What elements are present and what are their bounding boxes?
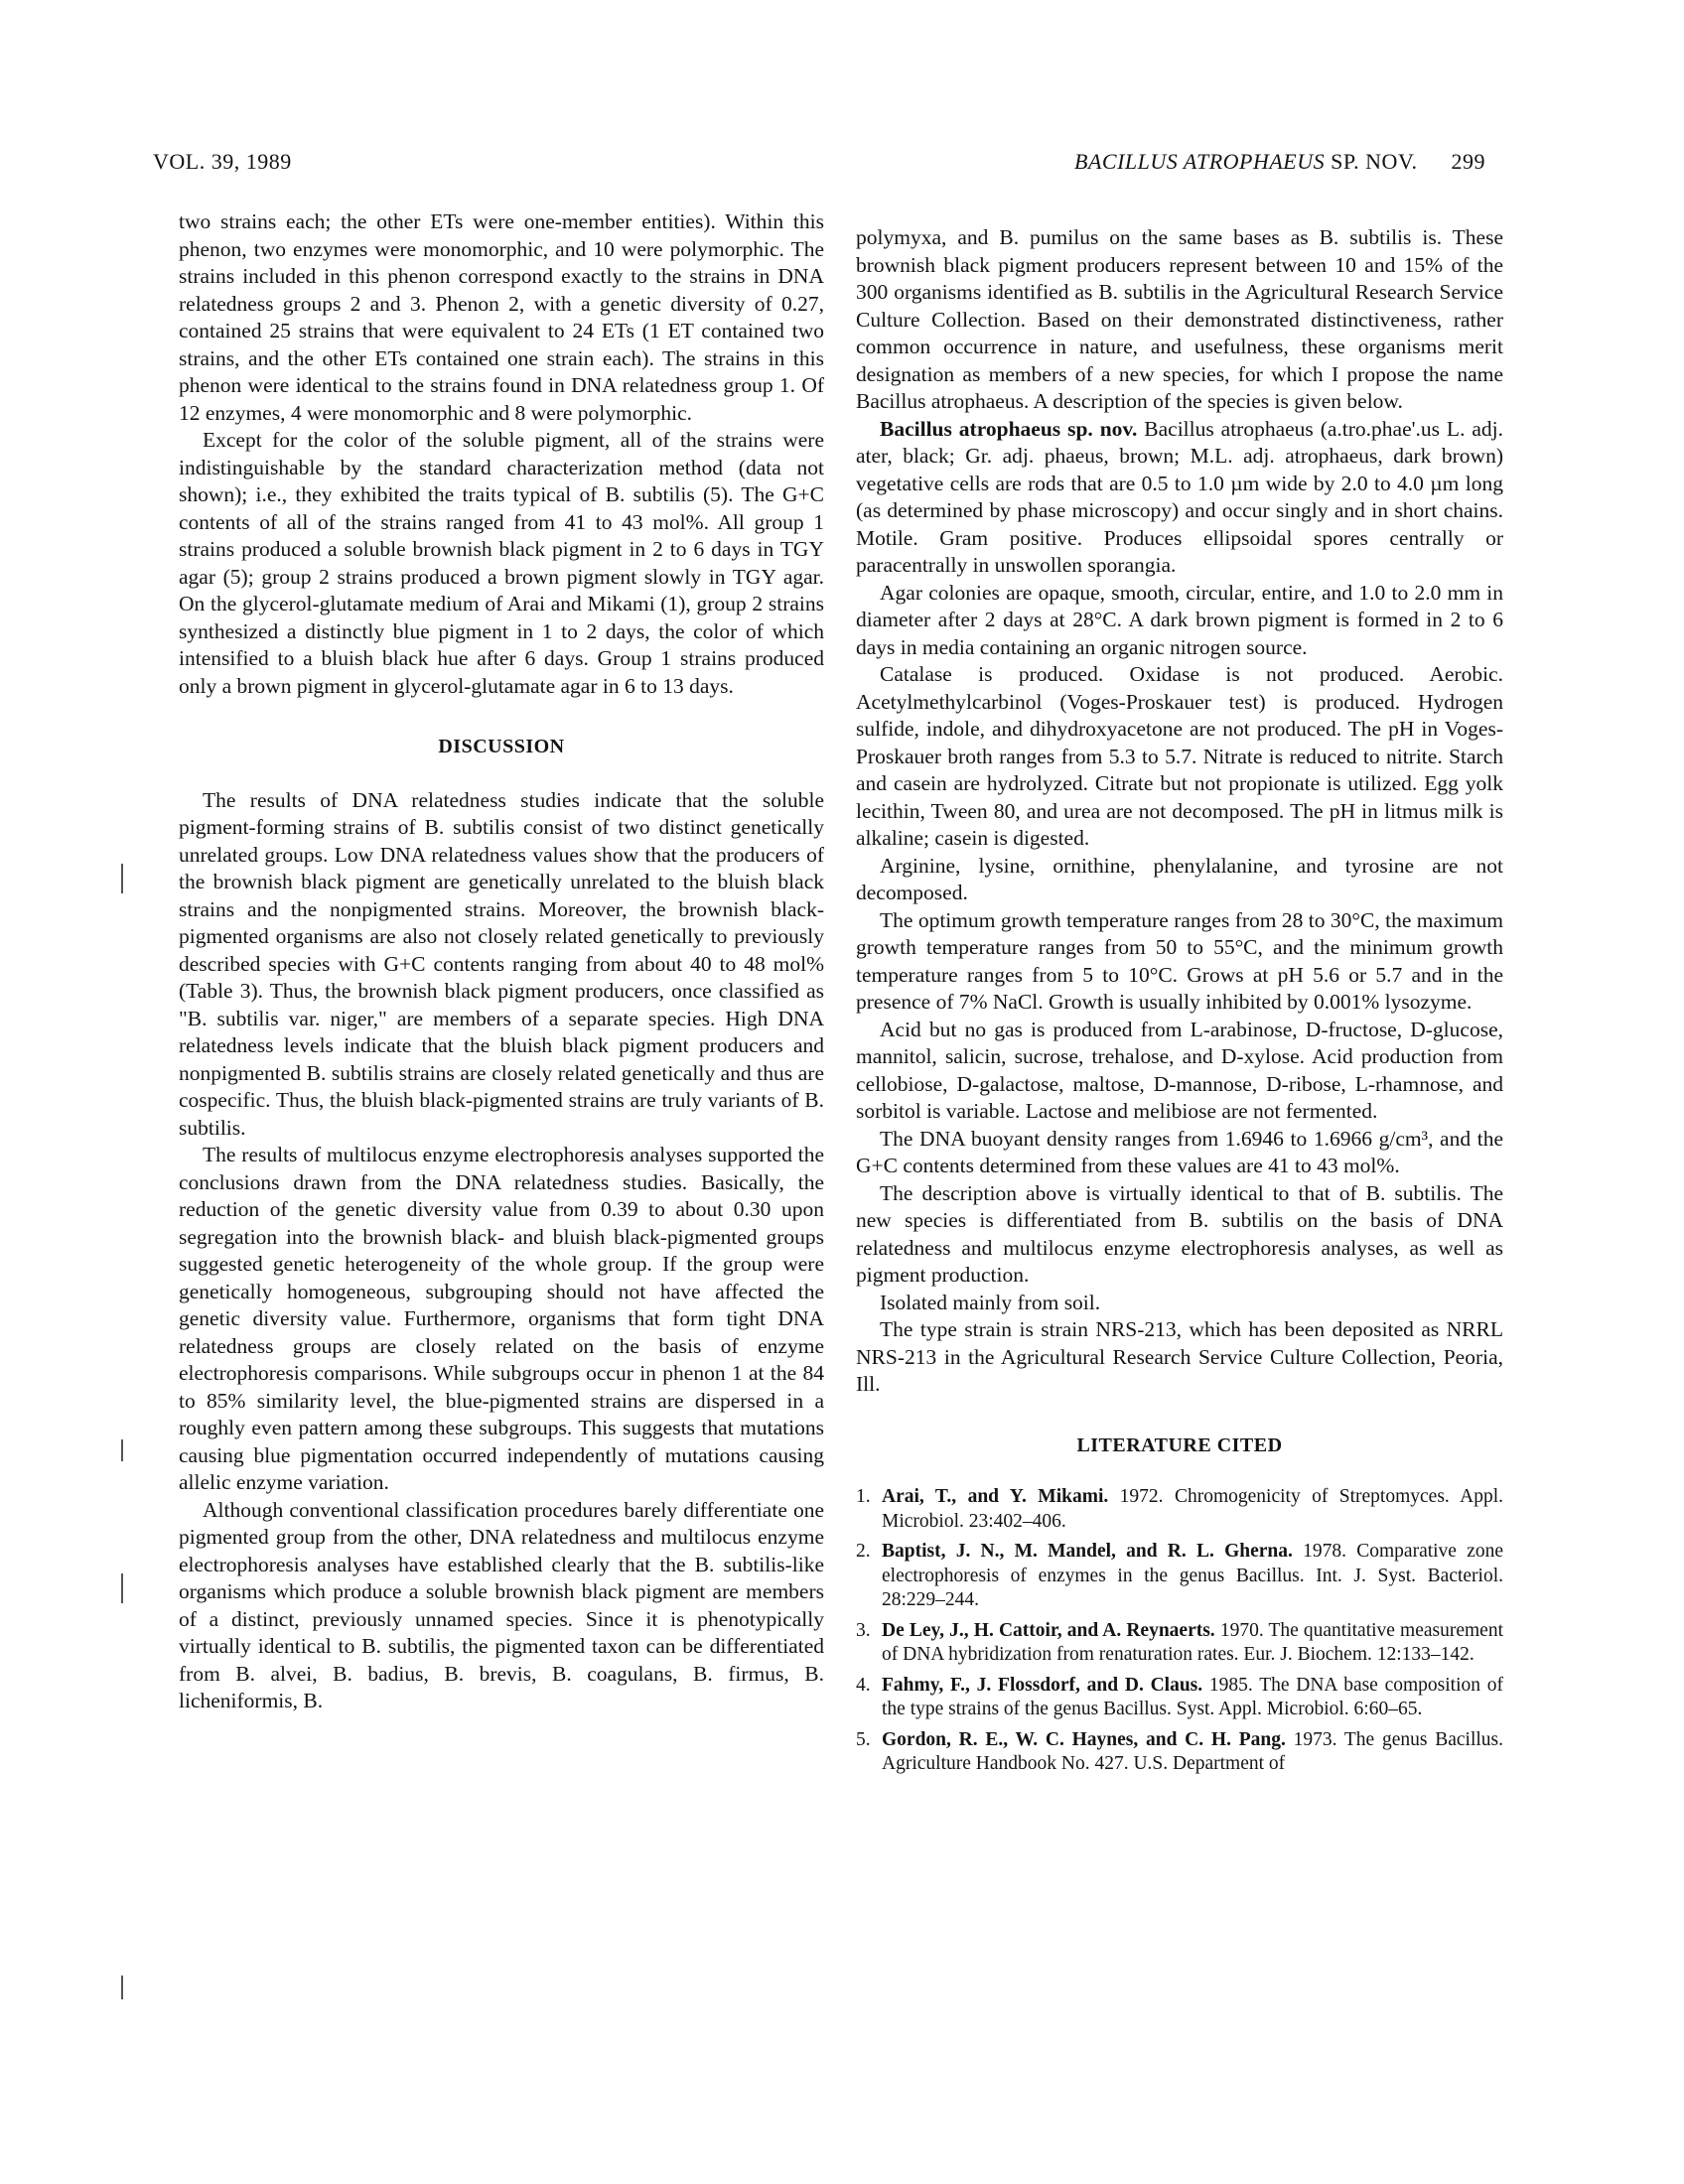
running-title: BACILLUS ATROPHAEUS [1074, 149, 1326, 174]
reference-item [856, 1674, 1503, 1722]
reference-authors: De Ley, J., H. Cattoir, and A. Reynaerts. [882, 1619, 1215, 1641]
reference-number: 2. [856, 1541, 871, 1562]
paragraph: Except for the color of the soluble pigment, all of the strains were indistinguishable by the standard characterization method (data not shown); i.e., they exhibited the traits typical of B. subtilis (5). The G+C contents of all of the strains ranged from 41 to 43 mol%. All group 1 strains produced a soluble brownish black pigment in 2 to 6 days in TGY agar (5); group 2 strains produced a brown pigment slowly in TGY agar. On the glycerol-glutamate medium of Arai and Mikami (1), group 2 strains synthesized a distinctly blue pigment in 1 to 2 days, the color of which intensified to a bluish black hue after 6 days. Group 1 strains produced only a brown pigment in glycerol-glutamate agar in 6 to 13 days. [179, 428, 824, 698]
reference-authors: Baptist, J. N., M. Mandel, and R. L. Gherna. [882, 1541, 1293, 1562]
left-column [179, 208, 824, 1715]
paragraph: two strains each; the other ETs were one-member entities). Within this phenon, two enzymes were monomorphic, and 10 were polymorphic. The strains included in this phenon correspond exactly to the strains in DNA relatedness groups 2 and 3. Phenon 2, with a genetic diversity of 0.27, contained 25 strains that were equivalent to 24 ETs (1 ET contained two strains, and the other ETs contained one strain each). The strains in this phenon were identical to the strains found in DNA relatedness group 1. Of 12 enzymes, 4 were monomorphic and 8 were polymorphic. [179, 209, 824, 425]
paragraph: Acid but no gas is produced from L-arabinose, D-fructose, D-glucose, mannitol, salicin, sucrose, trehalose, and D-xylose. Acid production from cellobiose, D-galactose, maltose, D-mannose, D-ribose, L-rhamnose, and sorbitol is variable. Lactose and melibiose are not fermented. [856, 1017, 1503, 1123]
scan-margin-mark [121, 864, 123, 893]
page-number: 299 [1451, 149, 1485, 174]
reference-item [856, 1485, 1503, 1534]
reference-item [856, 1619, 1503, 1668]
running-title-header [1074, 149, 1485, 175]
reference-number: 3. [856, 1619, 871, 1641]
reference-body [882, 1540, 1503, 1613]
reference-list [856, 1485, 1503, 1777]
paragraph: Isolated mainly from soil. [880, 1290, 1101, 1314]
paragraph: The results of DNA relatedness studies indicate that the soluble pigment-forming strains of B. subtilis consist of two distinct genetically unrelated groups. Low DNA relatedness values show that the producers of the brownish black pigment are genetically unrelated to the bluish black strains and the nonpigmented strains. Moreover, the brownish black-pigmented organisms are also not closely related genetically to previously described species with G+C contents ranging from about 40 to 48 mol% (Table 3). Thus, the brownish black pigment producers, once classified as "B. subtilis var. niger," are members of a separate species. High DNA relatedness levels indicate that the bluish black pigment producers and nonpigmented B. subtilis strains are closely related genetically and thus are cospecific. Thus, the bluish black-pigmented strains are truly variants of B. subtilis. [179, 787, 824, 1140]
volume-header: VOL. 39, 1989 [153, 149, 292, 174]
literature-cited-heading: LITERATURE CITED [1076, 1433, 1283, 1456]
species-description-paragraph [856, 416, 1503, 580]
reference-item [856, 1540, 1503, 1613]
paragraph: polymyxa, and B. pumilus on the same bases as B. subtilis is. These brownish black pigment producers represent between 10 and 15% of the 300 organisms identified as B. subtilis in the Agricultural Research Service Culture Collection. Based on their demonstrated distinctiveness, rather common occurrence in nature, and usefulness, these organisms merit designation as members of a new species, for which I propose the name Bacillus atrophaeus. A description of the species is given below. [856, 225, 1503, 413]
reference-text: 1973. The genus Bacillus. Agriculture Handbook No. 427. U.S. Department of [882, 1728, 1504, 1774]
paragraph: Catalase is produced. Oxidase is not produced. Aerobic. Acetylmethylcarbinol (Voges-Proskauer test) is produced. Hydrogen sulfide, indole, and dihydroxyacetone are not produced. The pH in Voges-Proskauer broth ranges from 5.3 to 5.7. Nitrate is reduced to nitrite. Starch and casein are hydrolyzed. Citrate but not propionate is utilized. Egg yolk lecithin, Tween 80, and urea are not decomposed. The pH in litmus milk is alkaline; casein is digested. [856, 662, 1503, 850]
reference-text: 1985. The DNA base composition of the type strains of the genus Bacillus. Syst. Appl. Microbiol. 6:60–65. [882, 1674, 1504, 1719]
scan-margin-mark [121, 1573, 123, 1603]
paragraph: Agar colonies are opaque, smooth, circular, entire, and 1.0 to 2.0 mm in diameter after 2 days at 28°C. A dark brown pigment is formed in 2 to 6 days in media containing an organic nitrogen source. [856, 580, 1503, 659]
paragraph: The type strain is strain NRS-213, which has been deposited as NRRL NRS-213 in the Agricultural Research Service Culture Collection, Peoria, Ill. [856, 1317, 1503, 1396]
right-column [856, 224, 1503, 1783]
paragraph: The DNA buoyant density ranges from 1.6946 to 1.6966 g/cm³, and the G+C contents determined from these values are 41 to 43 mol%. [856, 1126, 1503, 1177]
paragraph: The description above is virtually identical to that of B. subtilis. The new species is differentiated from B. subtilis on the basis of DNA relatedness and multilocus enzyme electrophoresis analyses, as well as pigment production. [856, 1180, 1503, 1287]
reference-authors: Gordon, R. E., W. C. Haynes, and C. H. Pang. [882, 1728, 1286, 1750]
reference-body [882, 1485, 1503, 1534]
reference-text: 1970. The quantitative measurement of DNA hybridization from renaturation rates. Eur. J. Biochem. 12:133–142. [882, 1619, 1504, 1665]
species-description-text: Bacillus atrophaeus (a.tro.phae'.us L. adj. ater, black; Gr. adj. phaeus, brown; M.L. adj. atrophaeus, dark brown) vegetative cells are rods that are 0.5 to 1.0 µm wide by 2.0 to 4.0 µm long (as determined by phase microscopy) and occur singly and in short chains. Motile. Gram positive. Produces ellipsoidal spores centrally or paracentrally in unswollen sporangia. [856, 416, 1504, 577]
reference-authors: Arai, T., and Y. Mikami. [882, 1486, 1109, 1507]
reference-text: 1978. Comparative zone electrophoresis of enzymes in the genus Bacillus. Int. J. Syst. Bacteriol. 28:229–244. [882, 1541, 1504, 1610]
reference-body [882, 1619, 1503, 1668]
paragraph: The results of multilocus enzyme electrophoresis analyses supported the conclusions drawn from the DNA relatedness studies. Basically, the reduction of the genetic diversity value from 0.39 to about 0.30 upon segregation into the brownish black- and bluish black-pigmented groups suggested genetic heterogeneity of the whole group. If the group were genetically homogeneous, subgrouping should not have affected the genetic diversity value. Furthermore, organisms that form tight DNA relatedness groups are closely related on the basis of enzyme electrophoresis comparisons. While subgroups occur in phenon 1 at the 84 to 85% similarity level, the blue-pigmented strains are dispersed in a roughly even pattern among these subgroups. This suggests that mutations causing blue pigmentation occurred independently of mutations causing allelic enzyme variation. [179, 1143, 824, 1494]
reference-number: 4. [856, 1674, 871, 1696]
reference-body [882, 1674, 1503, 1722]
paragraph: The optimum growth temperature ranges from 28 to 30°C, the maximum growth temperature ranges from 50 to 55°C, and the minimum growth temperature ranges from 5 to 10°C. Grows at pH 5.6 or 5.7 and in the presence of 7% NaCl. Growth is usually inhibited by 0.001% lysozyme. [856, 907, 1503, 1014]
paragraph: Although conventional classification procedures barely differentiate one pigmented group from the other, DNA relatedness and multilocus enzyme electrophoresis analyses have established clearly that the B. subtilis-like organisms which produce a soluble brownish black pigment are members of a distinct, previously unnamed species. Since it is phenotypically virtually identical to B. subtilis, the pigmented taxon can be differentiated from B. alvei, B. badius, B. brevis, B. coagulans, B. firmus, B. licheniformis, B. [179, 1497, 824, 1712]
scan-margin-mark [121, 1439, 123, 1461]
scan-margin-mark [121, 1976, 123, 1999]
running-title-suffix: SP. NOV. [1331, 149, 1418, 174]
discussion-heading: DISCUSSION [438, 736, 565, 757]
reference-item [856, 1728, 1503, 1777]
reference-number: 5. [856, 1728, 871, 1750]
reference-text: 1972. Chromogenicity of Streptomyces. Appl. Microbiol. 23:402–406. [882, 1486, 1504, 1532]
paragraph: Arginine, lysine, ornithine, phenylalanine, and tyrosine are not decomposed. [856, 853, 1503, 904]
reference-number: 1. [856, 1486, 871, 1507]
reference-authors: Fahmy, F., J. Flossdorf, and D. Claus. [882, 1674, 1203, 1696]
reference-body [882, 1728, 1503, 1777]
species-name-lead: Bacillus atrophaeus sp. nov. [880, 416, 1138, 441]
